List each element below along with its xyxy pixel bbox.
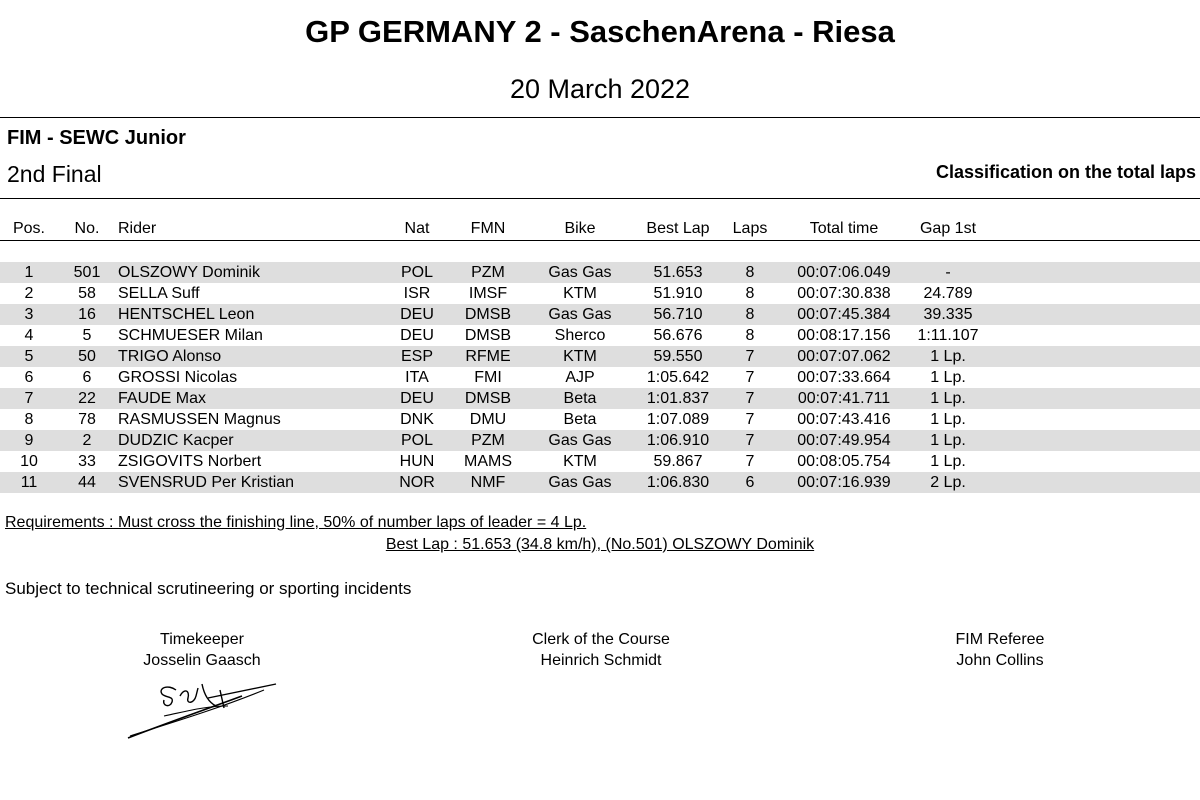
cell-fmn: DMSB (464, 390, 512, 407)
cell-laps: 6 (745, 474, 755, 491)
cell-bike: Gas Gas (548, 474, 612, 491)
cell-rider: OLSZOWY Dominik (118, 264, 260, 281)
cell-nat: NOR (399, 474, 435, 491)
cell-total-time: 00:07:07.062 (797, 348, 891, 365)
cell-best-lap: 56.710 (653, 306, 703, 323)
table-row (0, 409, 1200, 430)
cell-best-lap: 1:07.089 (646, 411, 710, 428)
cell-laps: 8 (745, 327, 755, 344)
cell-gap: 1 Lp. (930, 432, 966, 449)
table-row (0, 325, 1200, 346)
cell-gap: 1 Lp. (930, 390, 966, 407)
cell-no: 6 (82, 369, 92, 386)
cell-total-time: 00:07:41.711 (797, 390, 891, 407)
cell-nat: DEU (400, 306, 434, 323)
cell-no: 33 (78, 453, 96, 470)
cell-fmn: IMSF (468, 285, 508, 302)
cell-total-time: 00:07:06.049 (797, 264, 891, 281)
cell-rider: GROSSI Nicolas (118, 369, 238, 386)
header-laps: Laps (732, 220, 768, 237)
cell-pos: 5 (24, 348, 34, 365)
cell-rider: FAUDE Max (118, 390, 207, 407)
cell-gap: 1 Lp. (930, 411, 966, 428)
cell-rider: HENTSCHEL Leon (118, 306, 255, 323)
table-row (0, 388, 1200, 409)
cell-laps: 8 (745, 306, 755, 323)
cell-bike: KTM (563, 348, 597, 365)
cell-rider: SCHMUESER Milan (118, 327, 263, 344)
cell-bike: Beta (563, 390, 597, 407)
cell-bike: Gas Gas (548, 306, 612, 323)
cell-pos: 10 (20, 453, 38, 470)
cell-nat: ITA (405, 369, 429, 386)
table-row (0, 346, 1200, 367)
series-name: FIM - SEWC Junior (7, 127, 186, 149)
cell-fmn: PZM (471, 432, 505, 449)
cell-rider: SVENSRUD Per Kristian (118, 474, 295, 491)
cell-nat: DEU (400, 390, 434, 407)
cell-best-lap: 1:06.830 (646, 474, 710, 491)
cell-best-lap: 1:06.910 (646, 432, 710, 449)
divider (0, 198, 1200, 199)
cell-fmn: MAMS (464, 453, 512, 470)
cell-rider: DUDZIC Kacper (118, 432, 234, 449)
cell-fmn: PZM (471, 264, 505, 281)
cell-best-lap: 59.550 (653, 348, 703, 365)
cell-total-time: 00:07:30.838 (797, 285, 891, 302)
cell-fmn: FMI (474, 369, 502, 386)
cell-no: 50 (78, 348, 96, 365)
cell-bike: Gas Gas (548, 432, 612, 449)
table-row (0, 472, 1200, 493)
official-name: Heinrich Schmidt (540, 652, 662, 669)
cell-pos: 11 (20, 474, 38, 491)
table-row (0, 430, 1200, 451)
cell-no: 2 (82, 432, 92, 449)
cell-no: 501 (73, 264, 101, 281)
cell-no: 16 (78, 306, 96, 323)
cell-total-time: 00:07:43.416 (797, 411, 891, 428)
cell-no: 44 (78, 474, 96, 491)
cell-bike: KTM (563, 453, 597, 470)
subject-note: Subject to technical scrutineering or sporting incidents (5, 579, 412, 598)
cell-best-lap: 56.676 (653, 327, 703, 344)
cell-pos: 9 (24, 432, 34, 449)
cell-rider: SELLA Suff (118, 285, 200, 302)
official-role: Clerk of the Course (532, 631, 670, 648)
cell-fmn: NMF (470, 474, 506, 491)
cell-nat: POL (400, 432, 433, 449)
cell-nat: POL (400, 264, 433, 281)
best-lap-note (0, 536, 1200, 554)
cell-rider: ZSIGOVITS Norbert (118, 453, 262, 470)
event-title: GP GERMANY 2 - SaschenArena - Riesa (305, 14, 895, 49)
official-role: Timekeeper (160, 631, 244, 648)
race-name: 2nd Final (7, 161, 102, 187)
header-nat: Nat (404, 220, 430, 237)
cell-gap: 1 Lp. (930, 348, 966, 365)
cell-bike: Gas Gas (548, 264, 612, 281)
results-table (0, 262, 1200, 493)
official-referee (870, 629, 1130, 671)
header-no: No. (74, 220, 100, 237)
official-name: Josselin Gaasch (143, 652, 261, 669)
official-clerk (471, 629, 731, 671)
event-date: 20 March 2022 (509, 74, 691, 104)
header-bike: Bike (564, 220, 596, 237)
best-lap-text: Best Lap : 51.653 (34.8 km/h), (No.501) OLSZOWY Dominik (385, 536, 815, 553)
cell-laps: 8 (745, 264, 755, 281)
divider (0, 240, 1200, 241)
cell-nat: DNK (400, 411, 434, 428)
cell-fmn: DMSB (464, 327, 512, 344)
cell-pos: 2 (24, 285, 34, 302)
cell-no: 5 (82, 327, 92, 344)
cell-rider: TRIGO Alonso (118, 348, 222, 365)
table-row (0, 367, 1200, 388)
cell-gap: 39.335 (923, 306, 973, 323)
handwritten-signature-icon (124, 676, 284, 742)
cell-laps: 7 (745, 369, 755, 386)
cell-gap: 24.789 (923, 285, 973, 302)
cell-nat: ESP (400, 348, 433, 365)
cell-laps: 7 (745, 348, 755, 365)
cell-bike: Beta (563, 411, 597, 428)
cell-pos: 3 (24, 306, 34, 323)
cell-laps: 7 (745, 411, 755, 428)
cell-best-lap: 1:01.837 (646, 390, 710, 407)
official-name: John Collins (956, 652, 1044, 669)
cell-total-time: 00:07:16.939 (797, 474, 891, 491)
table-row (0, 262, 1200, 283)
cell-pos: 7 (24, 390, 34, 407)
cell-gap: - (945, 264, 951, 281)
cell-nat: HUN (399, 453, 435, 470)
table-row (0, 304, 1200, 325)
classification-type: Classification on the total laps (935, 162, 1196, 182)
cell-bike: AJP (565, 369, 595, 386)
cell-fmn: DMU (469, 411, 507, 428)
header-fmn: FMN (470, 220, 506, 237)
cell-total-time: 00:08:05.754 (797, 453, 891, 470)
cell-fmn: RFME (465, 348, 511, 365)
divider (0, 117, 1200, 118)
table-row (0, 451, 1200, 472)
cell-pos: 8 (24, 411, 34, 428)
cell-nat: DEU (400, 327, 434, 344)
cell-pos: 4 (24, 327, 34, 344)
cell-total-time: 00:07:33.664 (797, 369, 891, 386)
cell-best-lap: 1:05.642 (646, 369, 710, 386)
cell-pos: 1 (24, 264, 34, 281)
cell-gap: 2 Lp. (930, 474, 966, 491)
header-gap: Gap 1st (919, 220, 977, 237)
cell-pos: 6 (24, 369, 34, 386)
cell-no: 22 (78, 390, 96, 407)
cell-gap: 1:11.107 (917, 327, 979, 344)
header-total-time: Total time (809, 220, 879, 237)
cell-gap: 1 Lp. (930, 369, 966, 386)
table-row (0, 283, 1200, 304)
header-rider: Rider (118, 220, 157, 237)
requirements-note: Requirements : Must cross the finishing line, 50% of number laps of leader = 4 Lp. (5, 514, 587, 531)
cell-gap: 1 Lp. (930, 453, 966, 470)
cell-bike: KTM (563, 285, 597, 302)
cell-laps: 7 (745, 432, 755, 449)
cell-best-lap: 51.653 (653, 264, 703, 281)
cell-laps: 7 (745, 453, 755, 470)
table-header (0, 220, 1200, 240)
cell-total-time: 00:07:49.954 (797, 432, 891, 449)
cell-best-lap: 51.910 (653, 285, 703, 302)
cell-nat: ISR (403, 285, 431, 302)
official-timekeeper (72, 629, 332, 671)
cell-bike: Sherco (554, 327, 606, 344)
cell-rider: RASMUSSEN Magnus (118, 411, 281, 428)
cell-total-time: 00:08:17.156 (797, 327, 891, 344)
cell-best-lap: 59.867 (653, 453, 703, 470)
cell-fmn: DMSB (464, 306, 512, 323)
header-best-lap: Best Lap (646, 220, 710, 237)
cell-laps: 7 (745, 390, 755, 407)
cell-laps: 8 (745, 285, 755, 302)
cell-no: 58 (78, 285, 96, 302)
official-role: FIM Referee (955, 631, 1045, 648)
cell-total-time: 00:07:45.384 (797, 306, 891, 323)
cell-no: 78 (78, 411, 96, 428)
header-pos: Pos. (12, 220, 45, 237)
